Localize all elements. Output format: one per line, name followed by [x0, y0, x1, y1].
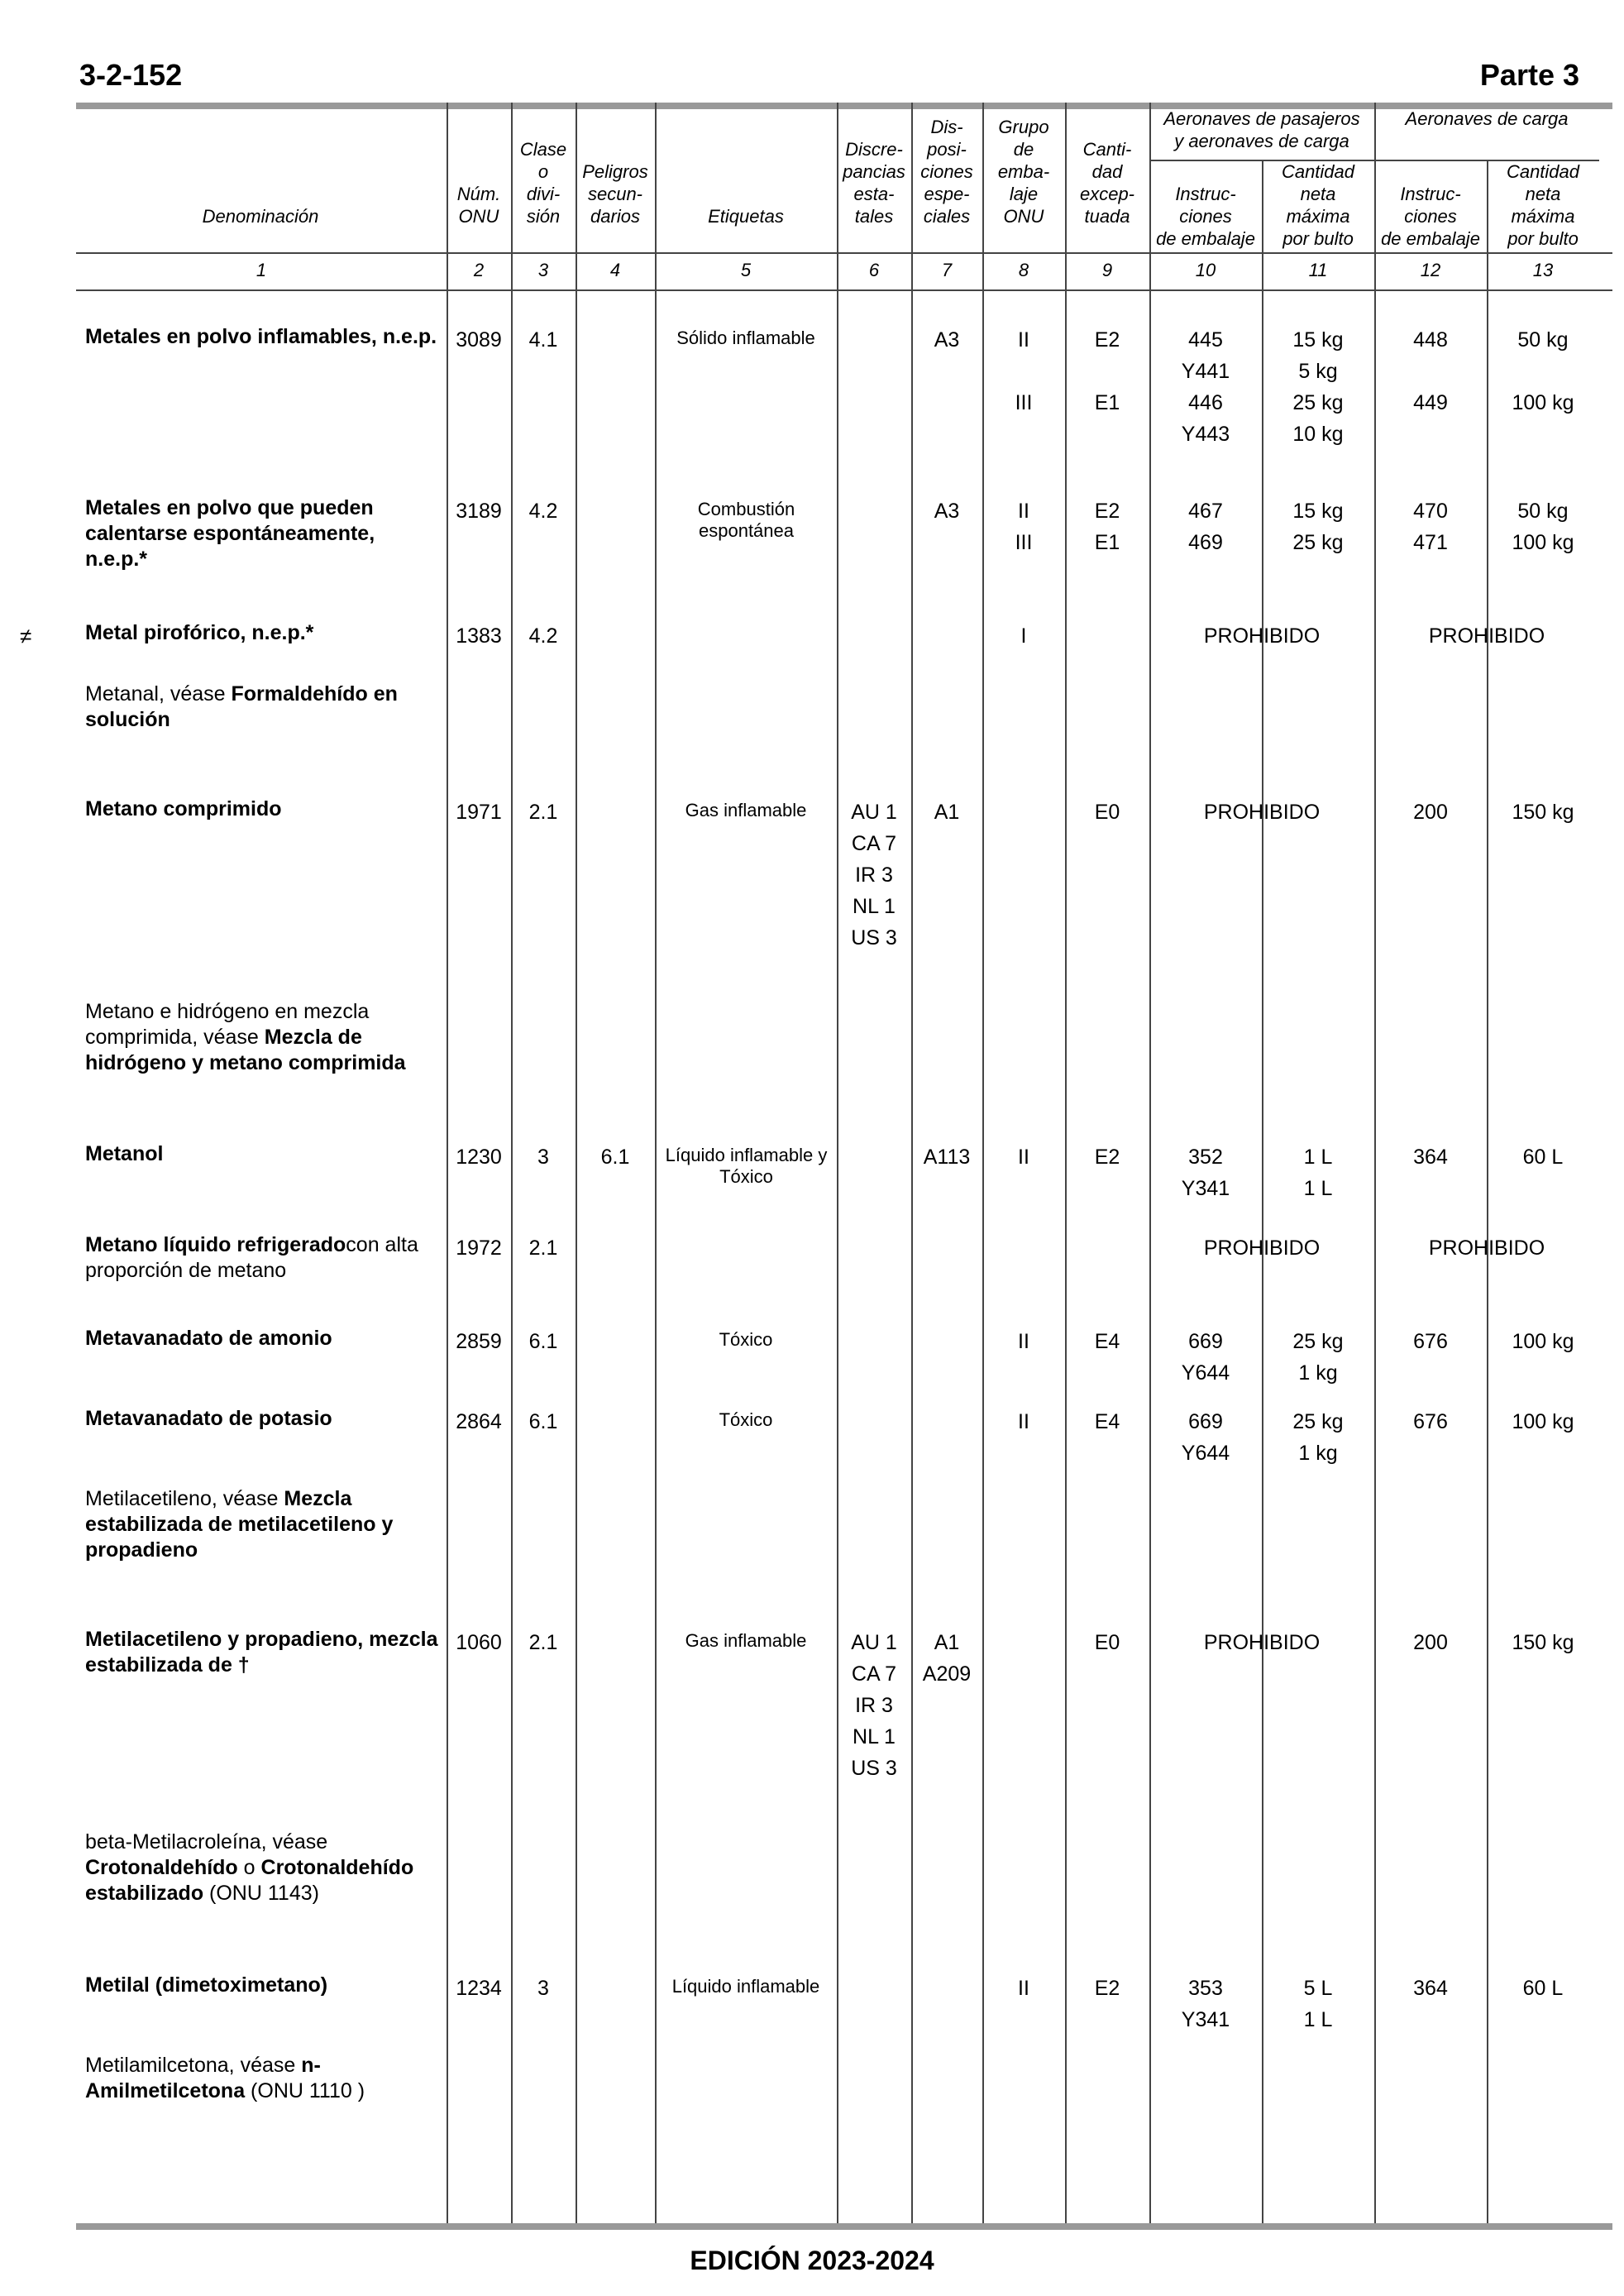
clase: 2.1 [528, 801, 558, 824]
etiqueta: Líquido inflamable [671, 1976, 820, 1997]
grupo: II [1018, 1330, 1029, 1353]
header-cantidad-pasajeros: Cantidad neta máxima por bulto [1281, 161, 1355, 249]
num-onu: 3089 [456, 328, 502, 352]
cantidad-pasajeros: 25 kg 1 kg [1292, 1410, 1344, 1465]
col-num-13: 13 [1532, 260, 1554, 280]
cantidad-exceptuada: E2 [1094, 1977, 1120, 2000]
header-denominacion: Denominación [202, 206, 319, 227]
col-num-6: 6 [868, 260, 880, 280]
prohibido-carga: PROHIBIDO [1428, 624, 1545, 648]
instrucciones-carga: 470 471 [1413, 500, 1448, 554]
etiqueta: Combustión espontánea [697, 499, 795, 541]
header-pasajeros-group: Aeronaves de pasajeros y aeronaves de carga [1163, 108, 1360, 151]
num-onu: 1060 [456, 1631, 502, 1654]
peligros-secundarios: 6.1 [600, 1146, 630, 1169]
denominacion: Metavanadato de amonio [85, 1327, 332, 1350]
instrucciones-pasajeros: 353 Y341 [1181, 1977, 1230, 2031]
denominacion: Metano e hidrógeno en mezcla comprimida, véase Mezcla de hidrógeno y metano comprimida [85, 1000, 406, 1074]
cantidad-exceptuada: E2 E1 [1094, 328, 1120, 414]
discrepancias: AU 1 CA 7 IR 3 NL 1 US 3 [851, 801, 897, 949]
denominacion: Metal pirofórico, n.e.p.* [85, 621, 314, 644]
header-clase: Clase o divi- sión [519, 139, 567, 227]
clase: 4.2 [528, 624, 558, 648]
denominacion: Metilacetileno y propadieno, mezcla estabilizada de † [85, 1628, 438, 1677]
disposiciones: A3 [934, 328, 960, 352]
edition-footer: EDICIÓN 2023-2024 [690, 2246, 934, 2275]
part-title: Parte 3 [1479, 58, 1579, 92]
header-instrucciones-carga: Instruc- ciones de embalaje [1381, 184, 1480, 249]
instrucciones-carga: 676 [1413, 1410, 1448, 1433]
instrucciones-carga: 364 [1413, 1977, 1448, 2000]
col-num-9: 9 [1101, 260, 1113, 280]
header-disposiciones: Dis- posi- ciones espe- ciales [920, 117, 973, 227]
header-cantidad-carga: Cantidad neta máxima por bulto [1506, 161, 1580, 249]
etiqueta: Gas inflamable [685, 1630, 807, 1651]
cantidad-pasajeros: 15 kg 25 kg [1292, 500, 1344, 554]
grupo: II [1018, 1146, 1029, 1169]
grupo: II III [1015, 328, 1033, 414]
header-discrepancias: Discre- pancias esta- tales [843, 139, 905, 227]
page-number: 3-2-152 [79, 58, 183, 92]
header-instrucciones-pasajeros: Instruc- ciones de embalaje [1156, 184, 1255, 249]
clase: 4.1 [528, 328, 558, 352]
disposiciones: A113 [923, 1146, 971, 1169]
clase: 3 [537, 1977, 549, 2000]
col-num-10: 10 [1195, 260, 1216, 280]
cantidad-carga: 60 L [1522, 1146, 1564, 1169]
prohibido-pasajeros: PROHIBIDO [1203, 624, 1321, 648]
col-num-5: 5 [740, 260, 752, 280]
grupo: II III [1015, 500, 1033, 554]
instrucciones-pasajeros: 669 Y644 [1181, 1410, 1230, 1465]
header-peligros: Peligros secun- darios [582, 161, 648, 227]
etiqueta: Tóxico [719, 1329, 773, 1350]
col-num-4: 4 [609, 260, 621, 280]
denominacion: Metilacetileno, véase Mezcla estabilizada de metilacetileno y propadieno [85, 1487, 394, 1562]
cantidad-exceptuada: E0 [1094, 801, 1120, 824]
denominacion: Metales en polvo inflamables, n.e.p. [85, 325, 437, 348]
cantidad-pasajeros: 5 L 1 L [1303, 1977, 1333, 2031]
col-num-1: 1 [256, 260, 267, 280]
header-etiquetas: Etiquetas [708, 206, 784, 227]
cantidad-carga: 50 kg 100 kg [1512, 500, 1574, 554]
header-grupo: Grupo de emba- laje ONU [997, 117, 1050, 227]
col-num-11: 11 [1308, 260, 1328, 280]
instrucciones-pasajeros: 669 Y644 [1181, 1330, 1230, 1385]
cantidad-pasajeros: 1 L 1 L [1303, 1146, 1333, 1200]
header-num-onu: Núm. ONU [456, 184, 501, 227]
prohibido-pasajeros: PROHIBIDO [1203, 801, 1321, 824]
denominacion: beta-Metilacroleína, véase Crotonaldehído o Crotonaldehído estabilizado (ONU 1143) [85, 1830, 414, 1905]
clase: 6.1 [528, 1330, 558, 1353]
instrucciones-carga: 364 [1413, 1146, 1448, 1169]
instrucciones-pasajeros: 467 469 [1188, 500, 1223, 554]
cantidad-carga: 60 L [1522, 1977, 1564, 2000]
denominacion: Metanol [85, 1142, 164, 1165]
column-line [837, 103, 838, 2223]
cantidad-carga: 150 kg [1512, 801, 1574, 824]
col-num-12: 12 [1420, 260, 1441, 280]
cantidad-carga: 100 kg [1512, 1410, 1574, 1433]
instrucciones-carga: 676 [1413, 1330, 1448, 1353]
cantidad-carga: 50 kg 100 kg [1512, 328, 1574, 414]
prohibido-pasajeros: PROHIBIDO [1203, 1236, 1321, 1260]
clase: 2.1 [528, 1631, 558, 1654]
etiqueta: Tóxico [719, 1409, 773, 1430]
cantidad-carga: 100 kg [1512, 1330, 1574, 1353]
cantidad-carga: 150 kg [1512, 1631, 1574, 1654]
cantidad-pasajeros: 25 kg 1 kg [1292, 1330, 1344, 1385]
disposiciones: A3 [934, 500, 960, 523]
etiqueta: Sólido inflamable [676, 328, 815, 348]
instrucciones-carga: 448 449 [1413, 328, 1448, 414]
header-divider [76, 252, 1612, 254]
cantidad-exceptuada: E4 [1094, 1330, 1120, 1353]
grupo: II [1018, 1977, 1029, 2000]
denominacion: Metales en polvo que pueden calentarse espontáneamente, n.e.p.* [85, 496, 375, 571]
num-onu: 2859 [456, 1330, 502, 1353]
col-num-8: 8 [1018, 260, 1029, 280]
num-onu: 2864 [456, 1410, 502, 1433]
etiqueta: Gas inflamable [685, 800, 807, 820]
col-num-2: 2 [473, 260, 485, 280]
instrucciones-pasajeros: 352 Y341 [1181, 1146, 1230, 1200]
column-line [1487, 160, 1488, 2223]
disposiciones: A1 A209 [922, 1631, 972, 1686]
denominacion: Metilal (dimetoximetano) [85, 1973, 328, 1997]
etiqueta: Líquido inflamable y Tóxico [665, 1145, 828, 1187]
num-onu: 3189 [456, 500, 502, 523]
grupo: II [1018, 1410, 1029, 1433]
instrucciones-carga: 200 [1413, 801, 1448, 824]
num-onu: 1971 [456, 801, 502, 824]
column-number-divider [76, 289, 1612, 291]
discrepancias: AU 1 CA 7 IR 3 NL 1 US 3 [851, 1631, 897, 1780]
num-onu: 1972 [456, 1236, 502, 1260]
clase: 4.2 [528, 500, 558, 523]
clase: 3 [537, 1146, 549, 1169]
instrucciones-carga: 200 [1413, 1631, 1448, 1654]
denominacion: Metano líquido refrigeradocon alta proporción de metano [85, 1233, 418, 1282]
header-carga-group: Aeronaves de carga [1405, 108, 1569, 129]
instrucciones-pasajeros: 445 Y441 446 Y443 [1181, 328, 1230, 446]
grupo: I [1020, 624, 1027, 648]
cantidad-exceptuada: E2 E1 [1094, 500, 1120, 554]
clase: 2.1 [528, 1236, 558, 1260]
header-cantidad-exceptuada: Canti- dad excep- tuada [1079, 139, 1135, 227]
denominacion: Metilamilcetona, véase n-Amilmetilcetona (ONU 1110 ) [85, 2054, 365, 2102]
num-onu: 1230 [456, 1146, 502, 1169]
clase: 6.1 [528, 1410, 558, 1433]
prohibido-carga: PROHIBIDO [1428, 1236, 1545, 1260]
col-num-7: 7 [941, 260, 953, 280]
cantidad-exceptuada: E4 [1094, 1410, 1120, 1433]
disposiciones: A1 [934, 801, 960, 824]
num-onu: 1383 [456, 624, 502, 648]
change-marker: ≠ [20, 624, 32, 648]
cantidad-exceptuada: E2 [1094, 1146, 1120, 1169]
cantidad-exceptuada: E0 [1094, 1631, 1120, 1654]
denominacion: Metanal, véase Formaldehído en solución [85, 682, 398, 731]
num-onu: 1234 [456, 1977, 502, 2000]
column-line [655, 103, 657, 2223]
denominacion: Metavanadato de potasio [85, 1407, 332, 1430]
denominacion: Metano comprimido [85, 797, 282, 820]
prohibido-pasajeros: PROHIBIDO [1203, 1631, 1321, 1654]
col-num-3: 3 [537, 260, 549, 280]
cantidad-pasajeros: 15 kg 5 kg 25 kg 10 kg [1292, 328, 1344, 446]
bottom-rule [76, 2223, 1612, 2230]
